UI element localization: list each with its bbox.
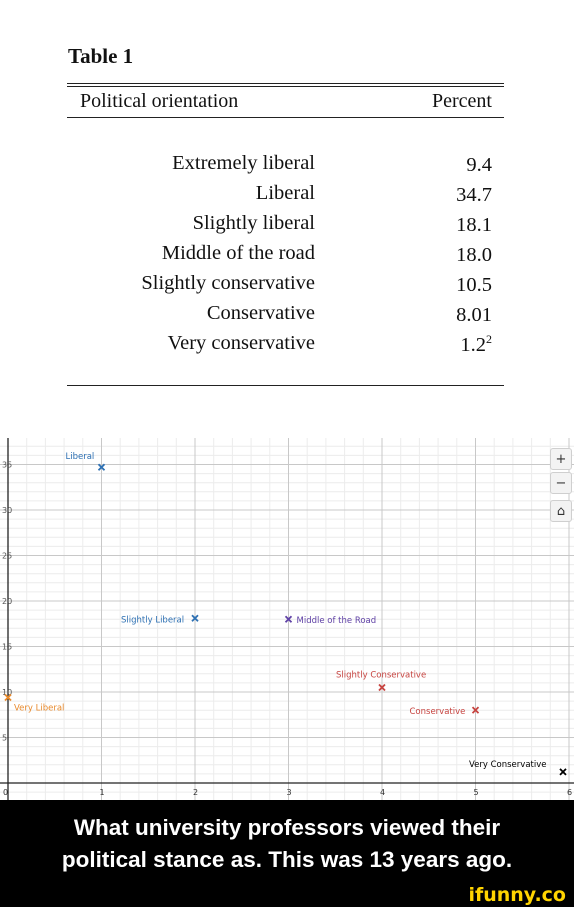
- y-tick-label: 10: [2, 688, 13, 697]
- x-tick-label: 6: [567, 788, 573, 797]
- y-tick-label: 5: [2, 733, 8, 743]
- row-label: Liberal: [255, 182, 315, 204]
- ifunny-watermark: ifunny.co: [468, 884, 566, 906]
- y-tick-label: 30: [2, 506, 13, 515]
- y-tick-label: 35: [2, 460, 13, 470]
- table-bottom-rule: [67, 385, 504, 386]
- graph-section: [0, 438, 574, 800]
- x-tick-label: 3: [286, 788, 292, 797]
- data-point-label: Conservative: [409, 707, 466, 718]
- row-value: $1.2^2$: [460, 332, 492, 356]
- data-point-label: Middle of the Road: [296, 616, 377, 627]
- row-value: 34.7: [456, 184, 492, 206]
- y-tick-label: 20: [2, 597, 13, 606]
- row-value: 10.5: [456, 274, 492, 296]
- table-top-rule-2: [67, 86, 504, 87]
- row-label: Slightly liberal: [192, 212, 315, 234]
- x-tick-label: 0: [3, 788, 9, 797]
- row-value: 9.4: [466, 154, 492, 176]
- table-title: Table 1: [68, 44, 134, 68]
- caption-line-1: What university professors viewed their: [73, 815, 501, 840]
- home-icon[interactable]: ⌂: [550, 500, 572, 522]
- row-label: Middle of the road: [161, 242, 315, 264]
- row-label: Extremely liberal: [172, 152, 315, 174]
- zoom-in-button[interactable]: +: [550, 448, 572, 470]
- row-label: Very conservative: [167, 332, 315, 354]
- table-header-rule: [67, 117, 504, 118]
- header-political-orientation: Political orientation: [80, 90, 239, 112]
- data-point-label: Very Conservative: [469, 759, 547, 770]
- caption-line-2: political stance as. This was 13 years ago.: [61, 847, 513, 872]
- y-tick-label: 15: [2, 642, 13, 652]
- x-tick-label: 4: [380, 788, 386, 797]
- row-label: Slightly conservative: [141, 272, 315, 294]
- row-value: 8.01: [456, 304, 492, 326]
- data-point-label: Slightly Conservative: [336, 670, 427, 681]
- caption-section: [0, 800, 574, 907]
- data-point-label: Slightly Liberal: [121, 615, 185, 626]
- y-tick-label: 25: [2, 551, 13, 561]
- row-value: 18.0: [456, 244, 492, 266]
- data-point-label: Liberal: [65, 452, 95, 463]
- data-point-label: Very Liberal: [14, 703, 65, 714]
- x-tick-label: 5: [473, 788, 479, 797]
- x-tick-label: 2: [193, 788, 199, 797]
- x-tick-label: 1: [99, 788, 105, 797]
- caption: [0, 812, 574, 876]
- scatter-plot[interactable]: [0, 438, 574, 800]
- row-value: 18.1: [456, 214, 492, 236]
- header-percent: Percent: [432, 90, 492, 112]
- zoom-out-button[interactable]: −: [550, 472, 572, 494]
- table-top-rule: [67, 83, 504, 84]
- row-label: Conservative: [206, 302, 315, 324]
- table-section: [0, 0, 574, 420]
